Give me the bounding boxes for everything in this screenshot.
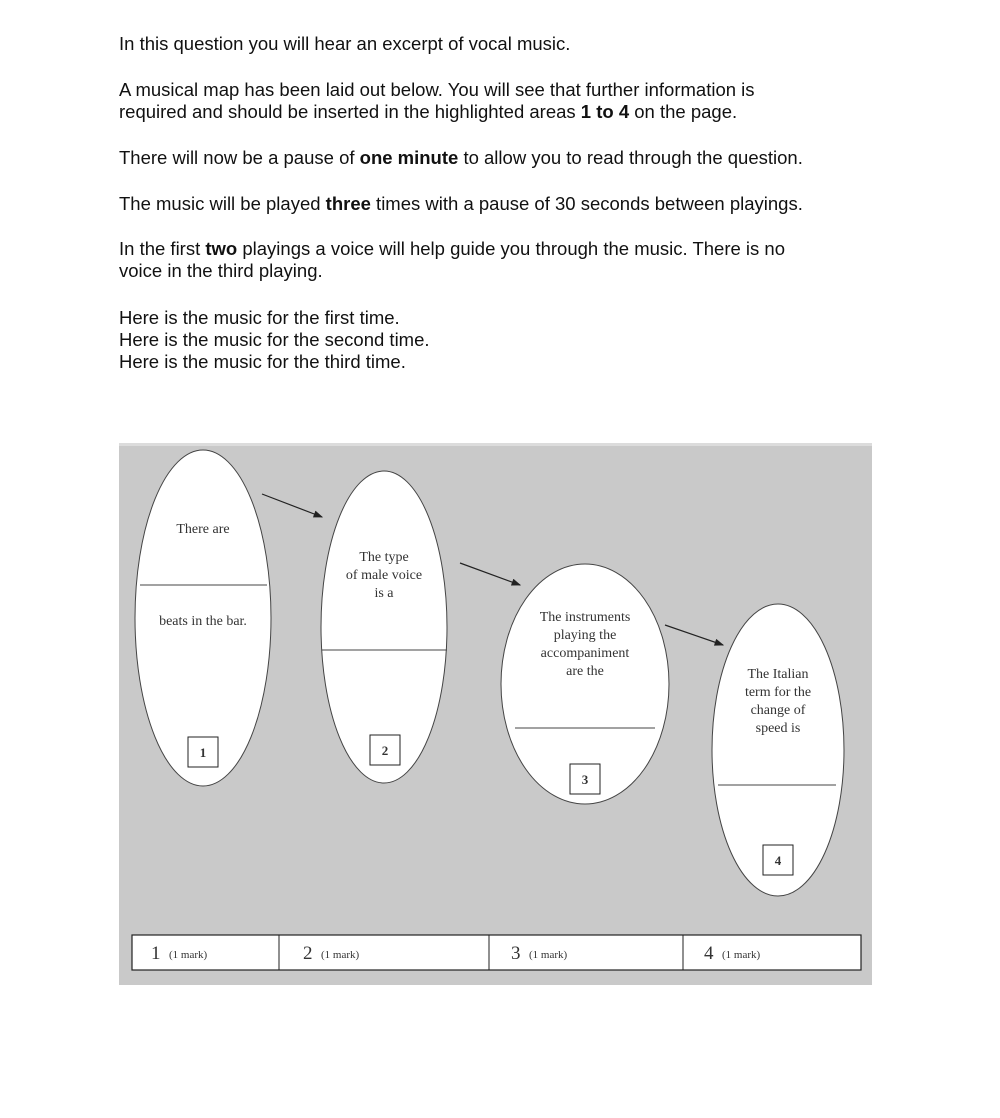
mark-label: (1 mark) — [722, 949, 761, 961]
bubble-text: The type — [359, 550, 409, 565]
music-third-time: Here is the music for the third time. — [119, 351, 406, 372]
text: required and should be inserted in the highlighted areas — [119, 101, 581, 122]
bold-text: 1 to 4 — [580, 101, 630, 122]
map-bubble-3 — [501, 564, 669, 804]
bubble-text: accompaniment — [540, 646, 630, 661]
map-bubble-4 — [712, 604, 844, 896]
text: There will now be a pause of — [119, 147, 360, 168]
text: times with a pause of 30 seconds between playings. — [370, 193, 803, 214]
panel-top-edge — [119, 443, 872, 446]
mark-label: (1 mark) — [529, 949, 568, 961]
map-description-line1: A musical map has been laid out below. You will see that further information is — [119, 79, 755, 100]
text: to allow you to read through the question. — [458, 147, 803, 168]
bubble-text: of male voice — [345, 568, 423, 583]
answer-number: 3 — [511, 943, 521, 964]
answer-number: 4 — [704, 943, 714, 964]
text: playings a voice will help guide you through the music. There is no — [237, 238, 786, 259]
bold-text: one minute — [359, 147, 459, 168]
bubble-text: The instruments — [539, 610, 631, 625]
map-bubble-1 — [135, 450, 271, 786]
mark-label: (1 mark) — [169, 949, 208, 961]
answer-number: 2 — [303, 943, 313, 964]
answer-number: 1 — [151, 943, 161, 964]
text: In the first — [119, 238, 206, 259]
answer-table — [132, 935, 861, 970]
bubble-text: change of — [750, 703, 806, 718]
bubble-text: term for the — [744, 685, 812, 700]
bubble-text: There are — [176, 522, 230, 537]
bold-text: two — [205, 238, 238, 259]
bubble-text: beats in the bar. — [159, 614, 247, 629]
bubble-text: playing the — [553, 628, 617, 643]
box-number: 1 — [199, 745, 207, 760]
bold-text: three — [325, 193, 371, 214]
map-bubble-2 — [321, 471, 447, 783]
text: The music will be played — [119, 193, 326, 214]
box-number: 2 — [381, 743, 389, 758]
box-number: 4 — [774, 853, 782, 868]
text: on the page. — [629, 101, 738, 122]
bubble-text: is a — [374, 586, 394, 601]
intro-text: In this question you will hear an excerpt of vocal music. — [119, 33, 571, 54]
bubble-text: The Italian — [747, 667, 809, 682]
bubble-text: speed is — [755, 721, 801, 736]
music-first-time: Here is the music for the first time. — [119, 307, 400, 328]
music-second-time: Here is the music for the second time. — [119, 329, 430, 350]
mark-label: (1 mark) — [321, 949, 360, 961]
voice-text-line2: voice in the third playing. — [119, 260, 323, 281]
bubble-text: are the — [566, 664, 604, 679]
box-number: 3 — [581, 772, 589, 787]
